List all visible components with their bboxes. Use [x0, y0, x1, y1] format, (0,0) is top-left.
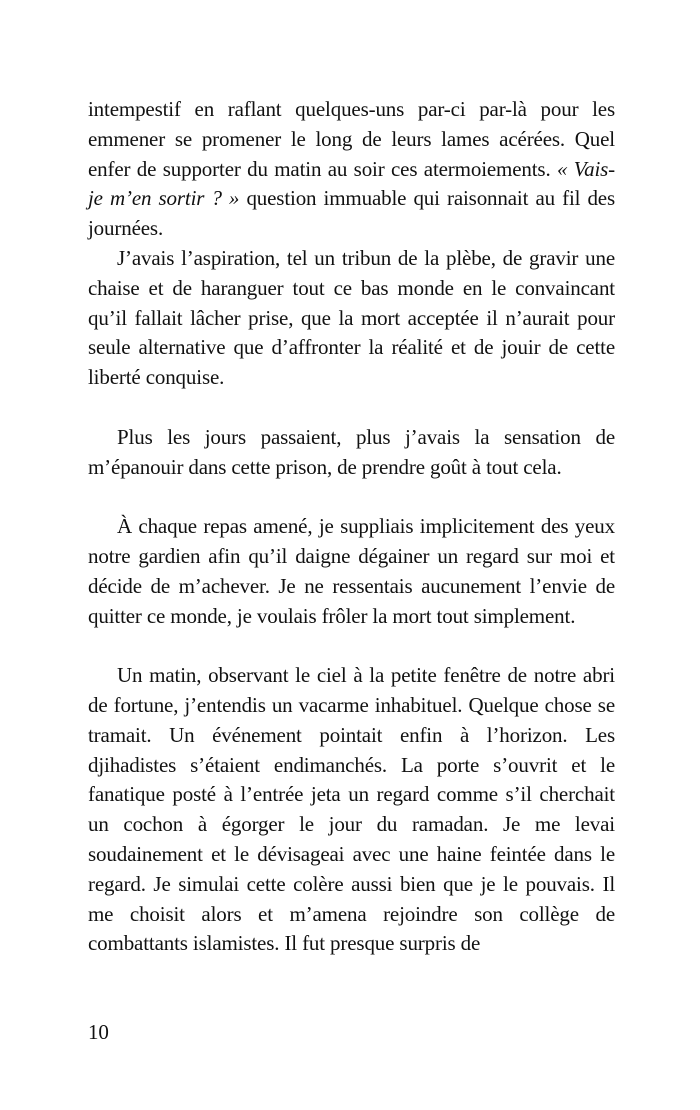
body-text	[88, 95, 615, 959]
page-number: 10	[88, 1020, 109, 1044]
paragraph-4: À chaque repas amené, je suppliais implicitement des yeux notre gardien afin qu’il daigne dégainer un regard sur moi et décide de m’achever. Je ne ressentais aucunement l’envie de quitter ce monde, je voulais frôler la mort tout simplement.	[88, 514, 615, 628]
paragraph-2: J’avais l’aspiration, tel un tribun de la plèbe, de gravir une chaise et de haranguer tout ce bas monde en le convaincant qu’il fallait lâcher prise, que la mort acceptée il n’aurait pour seule alternative que d’affronter la réalité et de jouir de cette liberté conquise.	[88, 245, 615, 390]
paragraph-continued	[88, 95, 615, 244]
paragraph-5: Un matin, observant le ciel à la petite fenêtre de notre abri de fortune, j’entendis un vacarme inhabituel. Quelque chose se tramait. Un événement pointait enfin à l’horizon. Les djihadistes s’étaient endimanchés. La porte s’ouvrit et le fanatique posté à l’entrée jeta un regard comme s’il cherchait un cochon à égorger le jour du ramadan. Je me levai soudainement et le dévisageai avec une haine feintée dans le regard. Je simulai cette colère aussi bien que je le pouvais. Il me choisit alors et m’amena rejoindre son collège de combattants islamistes. Il fut presque surpris de	[88, 663, 615, 956]
italic-quote: « Vais-je m’en sortir ? »	[88, 156, 616, 211]
paragraph-1-start: intempestif en raflant quelques-uns par-ci par-là pour les emmener se promener le long de leurs lames acérées. Quel enfer de supporter du matin au soir ces atermoiements.	[88, 97, 615, 181]
paragraph-1-end: question immuable qui raisonnait au fil des journées.	[88, 186, 615, 241]
paragraph-3: Plus les jours passaient, plus j’avais la sensation de m’épanouir dans cette prison, de prendre goût à tout cela.	[88, 424, 615, 479]
